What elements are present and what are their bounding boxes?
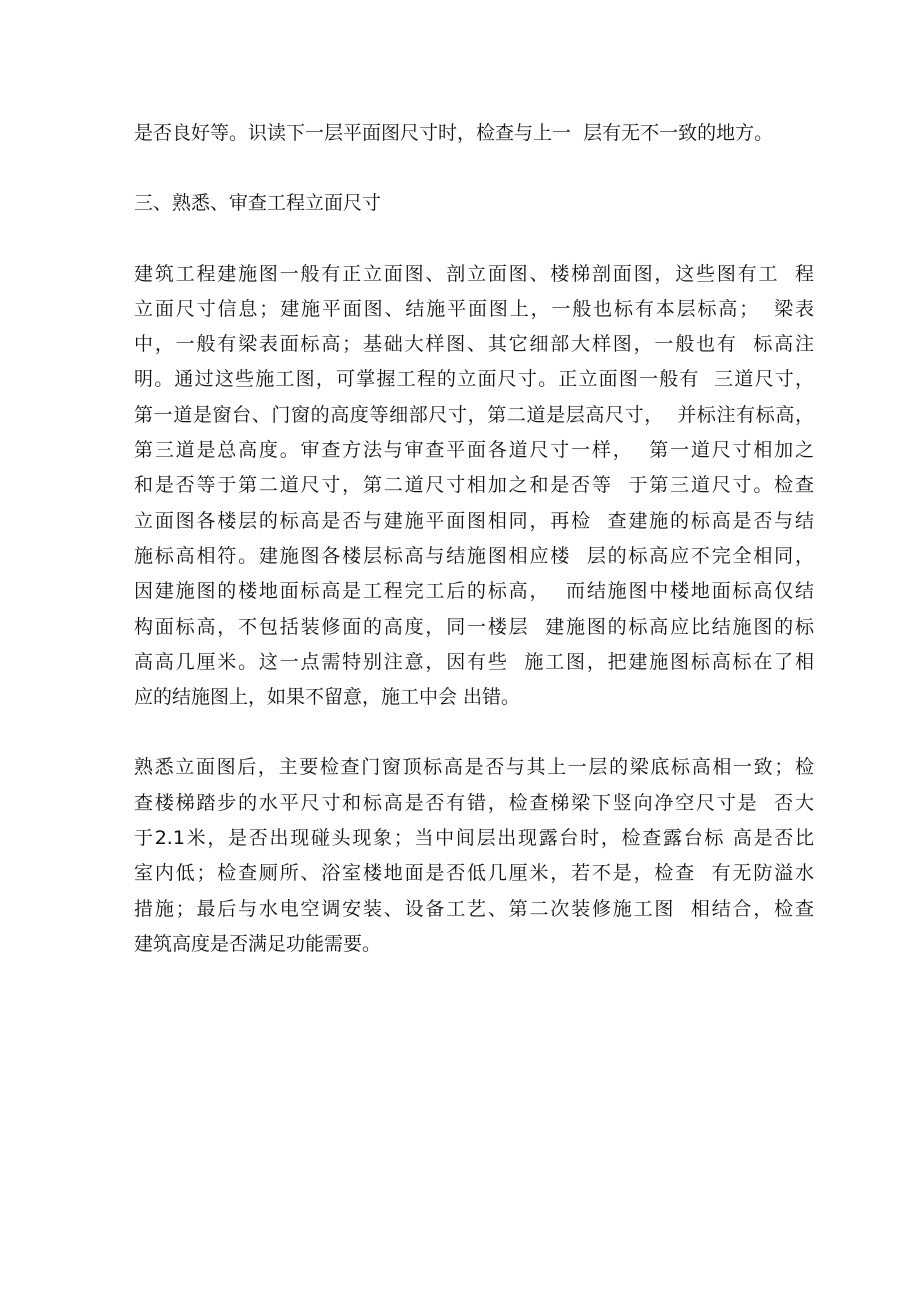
text-line: 第三道是总高度。审查方法与审查平面各道尺寸一样， 第一道尺寸相加之 xyxy=(134,439,814,462)
text-line: 明。通过这些施工图，可掌握工程的立面尺寸。正立面图一般有 三道尺寸， xyxy=(134,368,814,391)
text-line: 立面图各楼层的标高是否与建施平面图相同，再检 查建施的标高是否与结 xyxy=(134,509,814,532)
text-line: 中，一般有梁表面标高；基础大样图、其它细部大样图，一般也有 标高注 xyxy=(134,333,814,356)
text-line: 建筑工程建施图一般有正立面图、剖立面图、楼梯剖面图，这些图有工 程 xyxy=(134,262,814,285)
text-line: 是否良好等。识读下一层平面图尺寸时，检查与上一 层有无不一致的地方。 xyxy=(134,122,774,144)
text-line: 查楼梯踏步的水平尺寸和标高是否有错，检查梯梁下竖向净空尺寸是 否大 xyxy=(134,791,814,814)
text-line: 熟悉立面图后，主要检查门窗顶标高是否与其上一层的梁底标高相一致；检 xyxy=(134,756,814,779)
paragraph-2 xyxy=(134,257,814,716)
text-line: 于2.1米，是否出现碰头现象；当中间层出现露台时，检查露台标 高是否比 xyxy=(134,827,814,850)
document-body xyxy=(134,116,814,962)
paragraph-3 xyxy=(134,750,814,962)
text-line: 立面尺寸信息；建施平面图、结施平面图上，一般也标有本层标高； 梁表 xyxy=(134,297,814,320)
text-line: 构面标高，不包括装修面的高度，同一楼层 建施图的标高应比结施图的标 xyxy=(134,615,814,638)
text-line: 第一道是窗台、门窗的高度等细部尺寸，第二道是层高尺寸， 并标注有标高， xyxy=(134,403,814,426)
section-heading: 三、熟悉、审查工程立面尺寸 xyxy=(134,192,382,215)
text-line: 高高几厘米。这一点需特别注意，因有些 施工图，把建施图标高标在了相 xyxy=(134,650,814,673)
text-line: 室内低；检查厕所、浴室楼地面是否低几厘米，若不是，检查 有无防溢水 xyxy=(134,862,814,885)
text-line: 建筑高度是否满足功能需要。 xyxy=(134,932,382,955)
text-line: 应的结施图上，如果不留意，施工中会 出错。 xyxy=(134,686,521,709)
text-line: 和是否等于第二道尺寸，第二道尺寸相加之和是否等 于第三道尺寸。检查 xyxy=(134,474,814,497)
paragraph-1 xyxy=(134,116,814,151)
text-line: 措施；最后与水电空调安装、设备工艺、第二次装修施工图 相结合，检查 xyxy=(134,897,814,920)
text-line: 施标高相符。建施图各楼层标高与结施图相应楼 层的标高应不完全相同， xyxy=(134,544,814,567)
text-line: 因建施图的楼地面标高是工程完工后的标高， 而结施图中楼地面标高仅结 xyxy=(134,580,814,603)
